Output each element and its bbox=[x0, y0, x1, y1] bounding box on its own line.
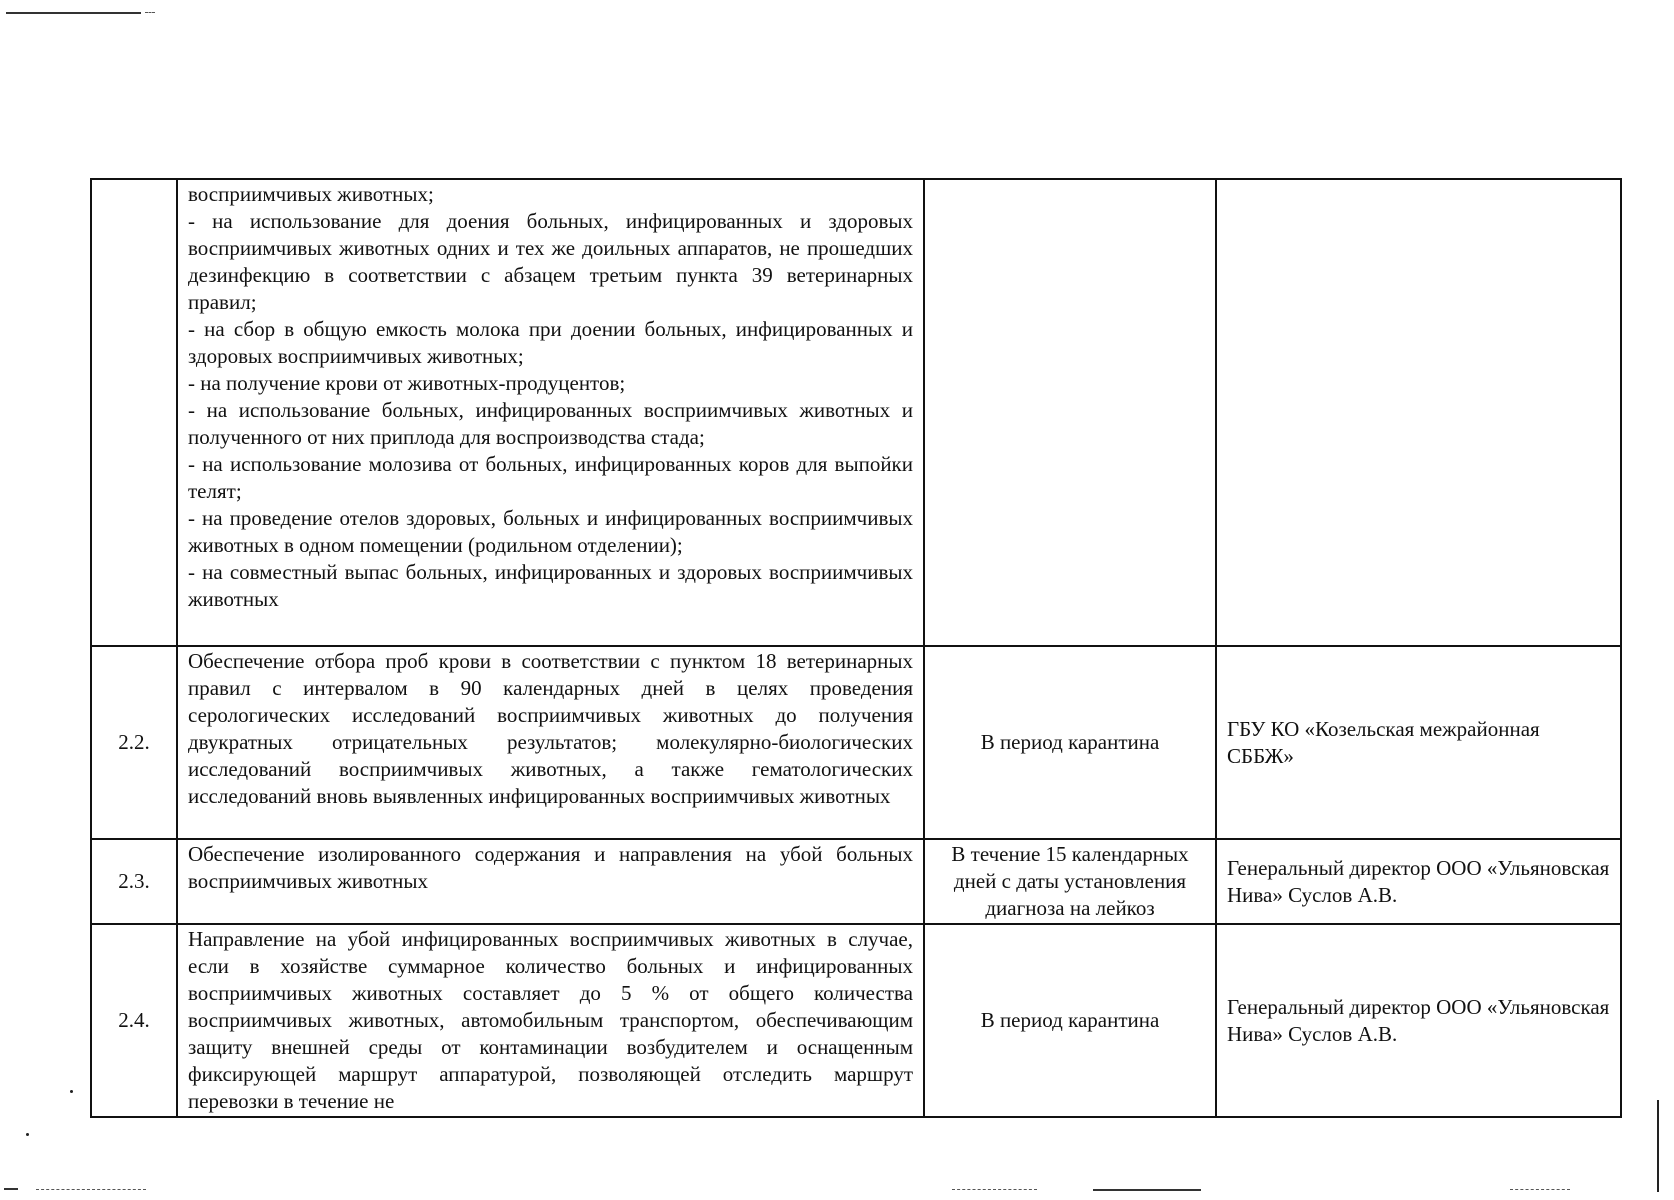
row-description bbox=[177, 646, 924, 839]
description-line: Обеспечение изолированного содержания и направления на убой больных восприимчивых животных bbox=[188, 842, 913, 893]
responsible-text: Генеральный директор ООО «Ульяновская Нива» Суслов А.В. bbox=[1227, 994, 1610, 1046]
row-term bbox=[924, 179, 1216, 646]
table-row bbox=[91, 179, 1621, 646]
scan-dash-top-left bbox=[145, 12, 155, 13]
description-line: Направление на убой инфицированных восприимчивых животных в случае, если в хозяйстве суммарное количество больных и инфицированных восприимчивых животных составляет до 5 % от общего количества восприимчивых животных, автомобильным транспортом, обеспечивающим защиту внешней среды от контаминации возбудителем и оснащенным фиксирующей маршрут аппаратурой, позволяющей отследить маршрут перевозки в течение не bbox=[188, 927, 913, 1113]
row-term bbox=[924, 839, 1216, 924]
row-number bbox=[91, 179, 177, 646]
row-responsible bbox=[1216, 646, 1621, 839]
row-responsible bbox=[1216, 839, 1621, 924]
term-text: В течение 15 календарных дней с даты установления диагноза на лейкоз bbox=[951, 842, 1189, 920]
row-description bbox=[177, 924, 924, 1117]
scan-dot-left-1 bbox=[70, 1090, 73, 1093]
row-term bbox=[924, 924, 1216, 1117]
table-row bbox=[91, 924, 1621, 1117]
action-plan-table bbox=[90, 178, 1622, 1118]
scan-mark-bottom-left bbox=[4, 1188, 18, 1190]
table-row bbox=[91, 646, 1621, 839]
row-number: 2.2. bbox=[91, 646, 177, 839]
scan-dash-bottom-right bbox=[1510, 1189, 1570, 1190]
row-term bbox=[924, 646, 1216, 839]
scan-dash-bottom-left bbox=[36, 1189, 146, 1190]
row-number: 2.4. bbox=[91, 924, 177, 1117]
description-line: - на проведение отелов здоровых, больных и инфицированных восприимчивых животных в одном помещении (родильном отделении); bbox=[188, 506, 913, 557]
term-text: В период карантина bbox=[980, 730, 1160, 754]
scan-mark-top-left bbox=[6, 12, 141, 14]
description-line: - на использование молозива от больных, инфицированных коров для выпойки телят; bbox=[188, 452, 913, 503]
responsible-text: ГБУ КО «Козельская межрайонная СББЖ» bbox=[1227, 716, 1540, 768]
description-line: - на использование для доения больных, инфицированных и здоровых восприимчивых животных одних и тех же доильных аппаратов, не прошедших дезинфекцию в соответствии с абзацем третьим пункта 39 ветеринарных правил; bbox=[188, 209, 913, 314]
row-description bbox=[177, 839, 924, 924]
description-line: - на совместный выпас больных, инфицированных и здоровых восприимчивых животных bbox=[188, 560, 913, 611]
row-responsible bbox=[1216, 179, 1621, 646]
description-line: - на использование больных, инфицированных восприимчивых животных и полученного от них приплода для воспроизводства стада; bbox=[188, 398, 913, 449]
scan-dash-bottom-center bbox=[952, 1189, 1037, 1190]
row-description bbox=[177, 179, 924, 646]
row-number: 2.3. bbox=[91, 839, 177, 924]
description-line: Обеспечение отбора проб крови в соответствии с пунктом 18 ветеринарных правил с интервалом в 90 календарных дней в целях проведения серологических исследований восприимчивых животных до получения двукратных отрицательных результатов; молекулярно-биологических исследований восприимчивых животных, а также гематологических исследований вновь выявленных инфицированных восприимчивых животных bbox=[188, 649, 913, 808]
scan-dot-left-2 bbox=[26, 1133, 29, 1136]
row-responsible bbox=[1216, 924, 1621, 1117]
description-line: восприимчивых животных; bbox=[188, 182, 434, 206]
responsible-text: Генеральный директор ООО «Ульяновская Нива» Суслов А.В. bbox=[1227, 855, 1610, 907]
description-line: - на сбор в общую емкость молока при доении больных, инфицированных и здоровых восприимчивых животных; bbox=[188, 317, 913, 368]
scan-mark-bottom-center bbox=[1093, 1189, 1201, 1191]
term-text: В период карантина bbox=[980, 1008, 1160, 1032]
description-line: - на получение крови от животных-продуцентов; bbox=[188, 371, 626, 395]
table-row bbox=[91, 839, 1621, 924]
scan-vline-right bbox=[1657, 1100, 1659, 1192]
